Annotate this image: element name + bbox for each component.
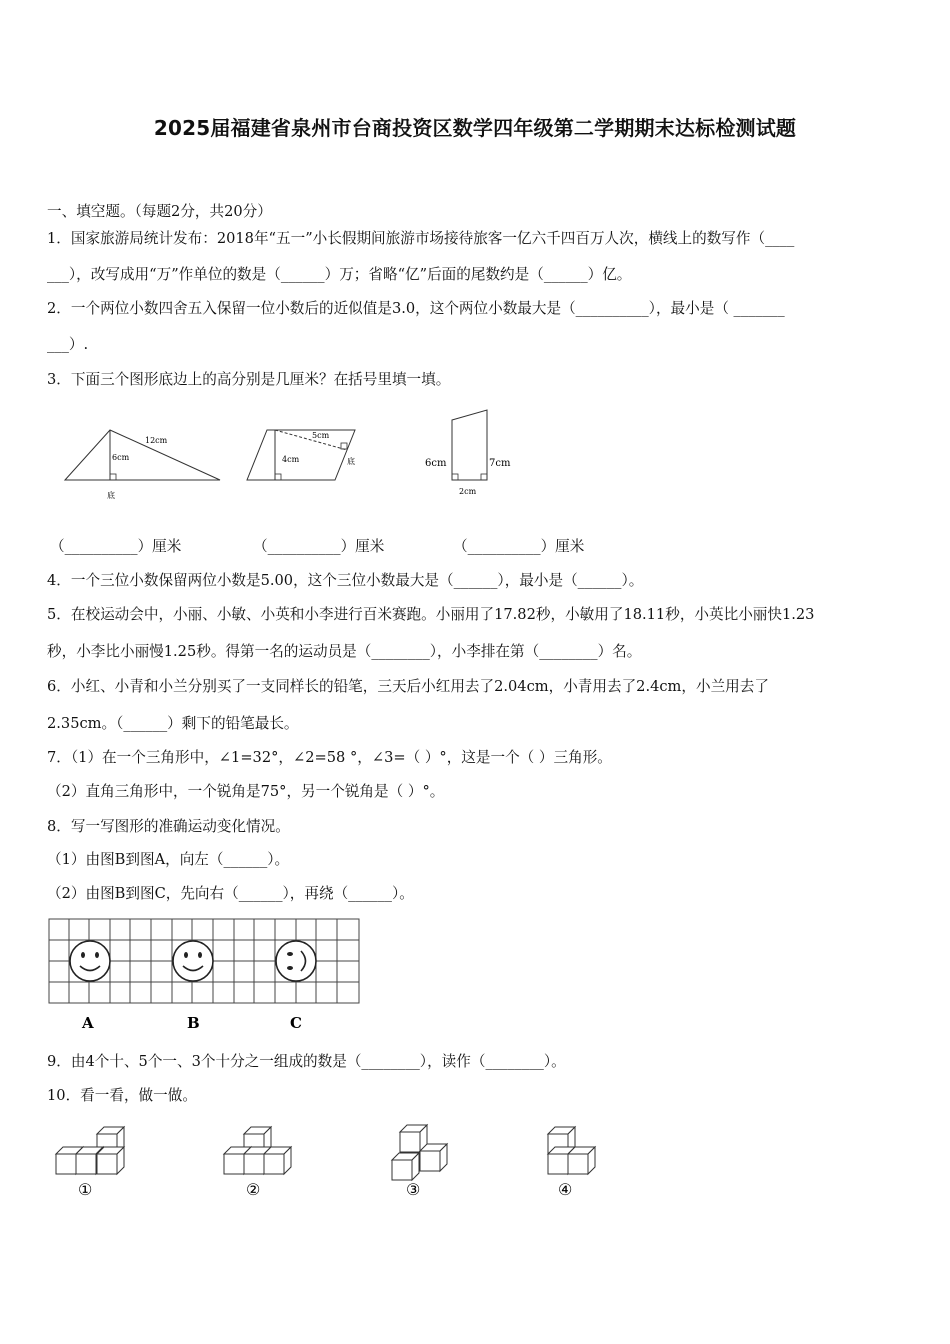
question-10-cube-figures — [50, 1120, 610, 1205]
section-heading: 一、填空题。（每题2分，共20分） — [47, 203, 272, 220]
question-1-line1: 1．国家旅游局统计发布：2018年“五一”小长假期间旅游市场接待旅客一亿六千四百万人次，横线上的数写作（____ — [47, 230, 795, 247]
question-9: 9．由4个十、5个一、3个十分之一组成的数是（________），读作（________）。 — [47, 1053, 566, 1070]
triangle-figure — [65, 430, 220, 500]
cube-label-1: ① — [78, 1180, 93, 1199]
grid-label-c: C — [290, 1014, 302, 1032]
question-8-part2: （2）由图B到图C，先向右（______），再绕（______）。 — [47, 885, 414, 902]
question-3-answer-2: （__________）厘米 — [253, 538, 385, 555]
question-3: 3．下面三个图形底边上的高分别是几厘米？在括号里填一填。 — [47, 371, 451, 388]
trapezoid-right-label: 7cm — [489, 458, 511, 469]
triangle-base-label: 底 — [107, 491, 115, 500]
parallelogram-base-label: 底 — [347, 457, 355, 466]
question-2-line2: ___）. — [47, 336, 89, 353]
smiley-b-icon — [173, 941, 213, 981]
cube-label-2: ② — [246, 1180, 261, 1199]
trapezoid-left-label: 6cm — [425, 458, 447, 469]
trapezoid-figure — [425, 410, 511, 496]
question-1-line2: ___），改写成用“万”作单位的数是（______）万；省略“亿”后面的尾数约是（______）亿。 — [47, 266, 632, 283]
question-3-answer-3: （__________）厘米 — [453, 538, 585, 555]
triangle-side-label: 12cm — [145, 436, 168, 445]
page-title: 2025届福建省泉州市台商投资区数学四年级第二学期期末达标检测试题 — [153, 116, 797, 140]
parallelogram-height-label: 4cm — [282, 455, 300, 464]
question-6-line1: 6．小红、小青和小兰分别买了一支同样长的铅笔，三天后小红用去了2.04cm，小青用去了2.4cm，小兰用去了 — [47, 678, 769, 695]
smiley-c-rotated-icon — [276, 941, 316, 981]
question-5-line2: 秒，小李比小丽慢1.25秒。得第一名的运动员是（________），小李排在第（________）名。 — [47, 643, 642, 660]
question-8-part1: （1）由图B到图A，向左（______）。 — [47, 851, 290, 868]
question-6-line2: 2.35cm。（______）剩下的铅笔最长。 — [47, 715, 299, 732]
trapezoid-base-label: 2cm — [459, 487, 477, 496]
cube-shape-1 — [56, 1127, 124, 1174]
question-8-grid-figure — [48, 918, 363, 1038]
cube-label-3: ③ — [406, 1180, 421, 1199]
parallelogram-figure — [247, 430, 355, 480]
cube-shape-4 — [548, 1127, 595, 1174]
grid-label-a: A — [82, 1014, 94, 1032]
question-8: 8．写一写图形的准确运动变化情况。 — [47, 818, 290, 835]
cube-label-4: ④ — [558, 1180, 573, 1199]
question-10: 10．看一看，做一做。 — [47, 1087, 197, 1104]
question-7-part2: （2）直角三角形中，一个锐角是75°，另一个锐角是（ ）°。 — [47, 783, 445, 800]
cube-shape-3 — [392, 1125, 447, 1180]
grid-label-b: B — [187, 1014, 200, 1032]
question-3-figures — [55, 400, 525, 505]
question-2-line1: 2．一个两位小数四舍五入保留一位小数后的近似值是3.0，这个两位小数最大是（__________），最小是（ _______ — [47, 300, 785, 317]
question-3-answer-1: （__________）厘米 — [50, 538, 182, 555]
question-4: 4．一个三位小数保留两位小数是5.00，这个三位小数最大是（______），最小是（______）。 — [47, 572, 644, 589]
smiley-a-icon — [70, 941, 110, 981]
parallelogram-side-label: 5cm — [312, 431, 330, 440]
question-7-part1: 7．（1）在一个三角形中，∠1=32°，∠2=58 °，∠3=（ ）°，这是一个（ ）三角形。 — [47, 749, 612, 766]
triangle-height-label: 6cm — [112, 453, 130, 462]
cube-shape-2 — [224, 1127, 291, 1174]
question-5-line1: 5．在校运动会中，小丽、小敏、小英和小李进行百米赛跑。小丽用了17.82秒，小敏用了18.11秒，小英比小丽快1.23 — [47, 606, 815, 623]
